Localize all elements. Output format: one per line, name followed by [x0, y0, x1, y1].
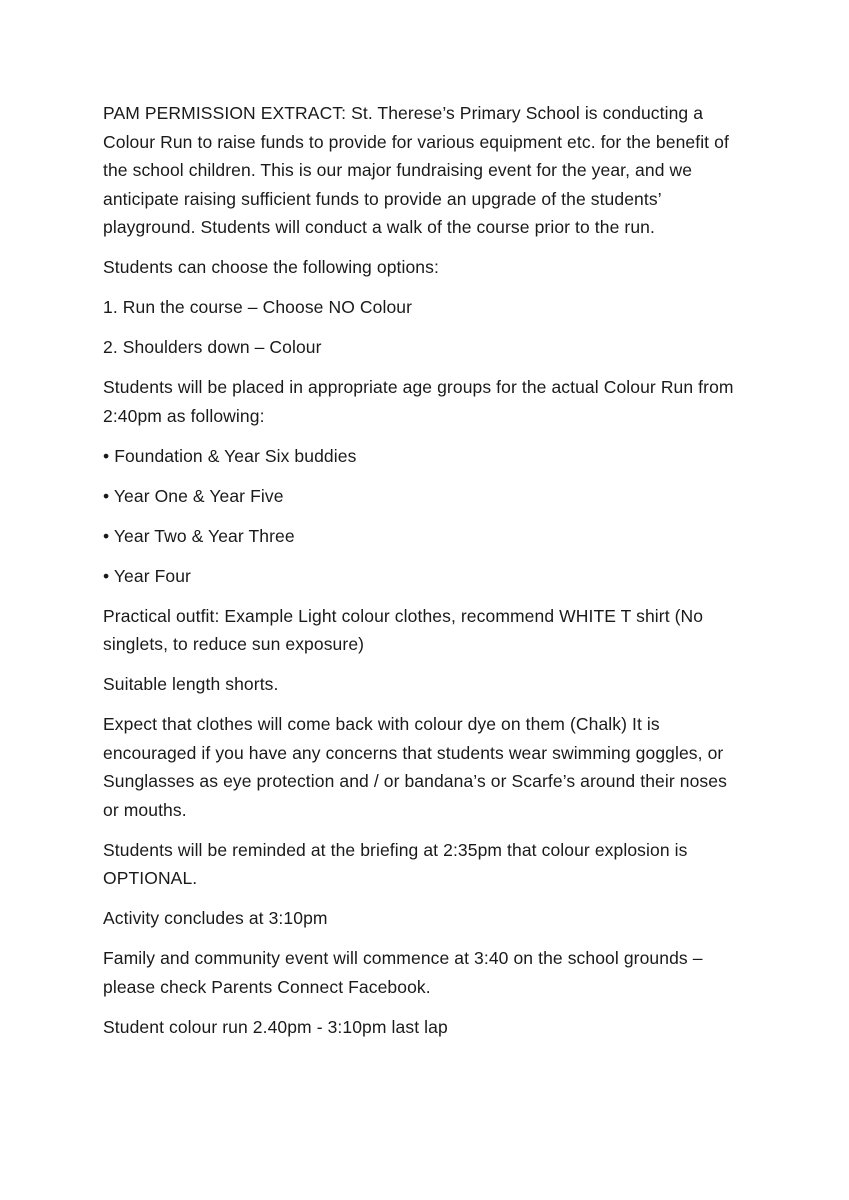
bullet-item-year-one-year-five: • Year One & Year Five	[103, 485, 284, 506]
paragraph-pam-permission-extract: PAM PERMISSION EXTRACT: St. Therese’s Primary School is conducting a Colour Run to raise funds to provide for various equipment etc. for the benefit of the school children. This is our major fundraising event for the year, and we anticipate raising sufficient funds to provide an upgrade of the students’ playground. Students will conduct a walk of the course prior to the run.	[103, 103, 729, 237]
list-item-option-1: 1. Run the course – Choose NO Colour	[103, 297, 413, 317]
document-body	[103, 99, 739, 1041]
paragraph-student-run-times: Student colour run 2.40pm - 3:10pm last lap	[103, 1016, 448, 1037]
paragraph-colour-dye-warning: Expect that clothes will come back with colour dye on them (Chalk) It is encouraged if you have any concerns that students wear swimming goggles, or Sunglasses as eye protection and / or bandana’s or Scarfe’s around their noses or mouths.	[103, 714, 727, 820]
paragraph-practical-outfit: Practical outfit: Example Light colour clothes, recommend WHITE T shirt (No singlets, to reduce sun exposure)	[103, 605, 704, 654]
bullet-item-year-two-year-three: • Year Two & Year Three	[103, 525, 295, 546]
paragraph-briefing-reminder: Students will be reminded at the briefing at 2:35pm that colour explosion is OPTIONAL.	[103, 839, 688, 888]
paragraph-family-community-event: Family and community event will commence at 3:40 on the school grounds – please check Parents Connect Facebook.	[103, 948, 703, 997]
bullet-item-year-four: • Year Four	[103, 565, 191, 586]
bullet-item-foundation-year-six: • Foundation & Year Six buddies	[103, 445, 357, 466]
list-item-option-2: 2. Shoulders down – Colour	[103, 337, 322, 357]
paragraph-age-groups: Students will be placed in appropriate age groups for the actual Colour Run from 2:40pm as following:	[103, 377, 734, 426]
paragraph-suitable-shorts: Suitable length shorts.	[103, 674, 279, 694]
paragraph-options-intro: Students can choose the following options:	[103, 257, 439, 277]
paragraph-activity-concludes: Activity concludes at 3:10pm	[103, 908, 328, 928]
